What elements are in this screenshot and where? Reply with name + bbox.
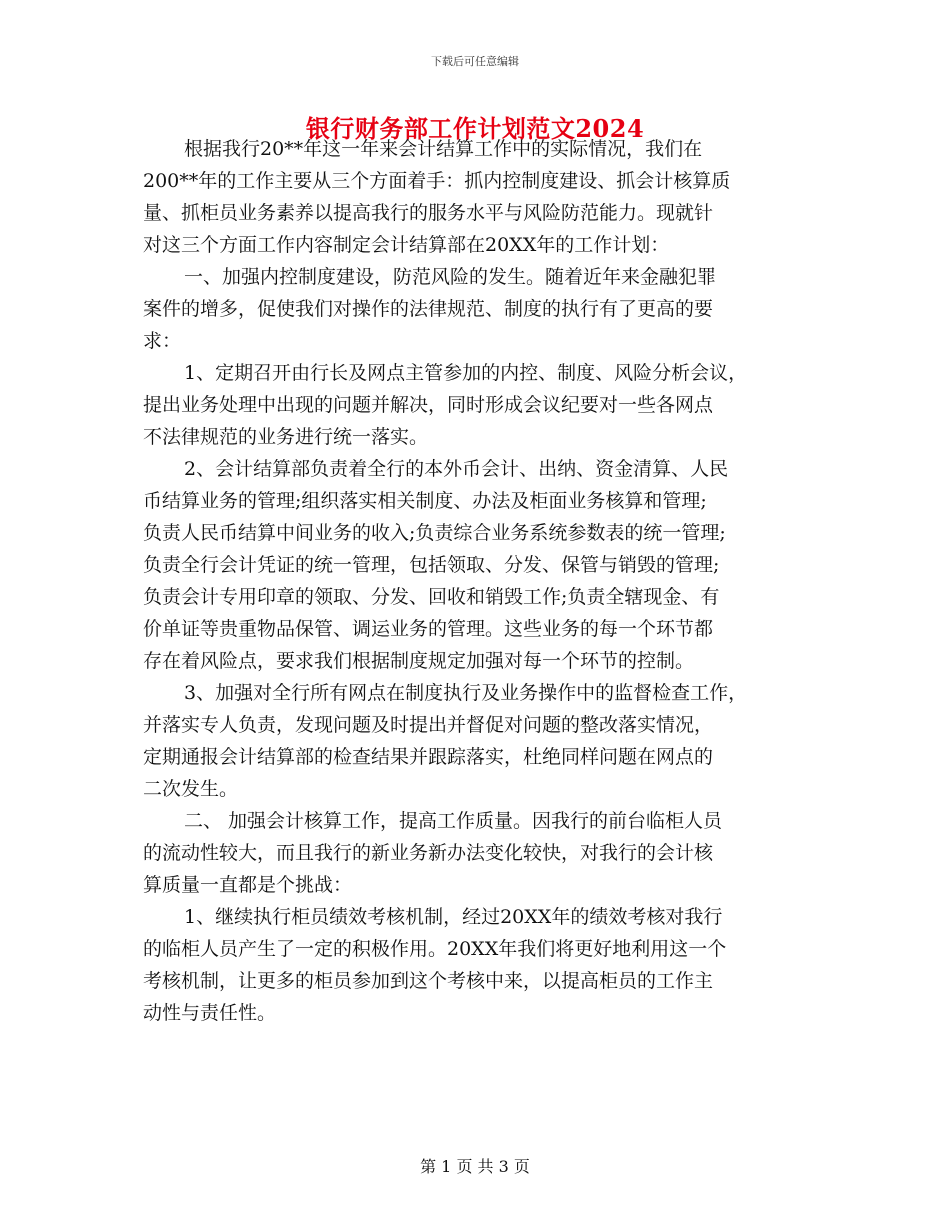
text-line: 1、继续执行柜员绩效考核机制，经过20XX年的绩效考核对我行: [184, 906, 723, 928]
text-line: 币结算业务的管理;组织落实相关制度、办法及柜面业务核算和管理;: [143, 490, 707, 512]
text-line: 案件的增多，促使我们对操作的法律规范、制度的执行有了更高的要: [143, 298, 714, 320]
text-line: 负责全行会计凭证的统一管理，包括领取、分发、保管与销毁的管理;: [143, 554, 720, 576]
text-line: 对这三个方面工作内容制定会计结算部在20XX年的工作计划：: [143, 234, 670, 256]
text-line: 不法律规范的业务进行统一落实。: [143, 426, 429, 448]
text-line: 二次发生。: [143, 778, 239, 800]
text-line: 二、 加强会计核算工作，提高工作质量。因我行的前台临柜人员: [184, 810, 723, 832]
text-line: 考核机制，让更多的柜员参加到这个考核中来，以提高柜员的工作主: [143, 970, 714, 992]
text-line: 存在着风险点，要求我们根据制度规定加强对每一个环节的控制。: [143, 650, 695, 672]
text-line: 价单证等贵重物品保管、调运业务的管理。这些业务的每一个环节都: [143, 618, 714, 640]
text-line: 负责会计专用印章的领取、分发、回收和销毁工作;负责全辖现金、有: [143, 586, 720, 608]
text-line: 提出业务处理中出现的问题并解决，同时形成会议纪要对一些各网点: [143, 394, 714, 416]
text-line: 负责人民币结算中间业务的收入;负责综合业务系统参数表的统一管理;: [143, 522, 726, 544]
text-line: 根据我行20**年这一年来会计结算工作中的实际情况，我们在: [184, 138, 703, 160]
text-line: 算质量一直都是个挑战：: [143, 874, 353, 896]
document-body: [143, 133, 823, 1029]
page-footer: 第 1 页 共 3 页: [420, 1157, 530, 1176]
text-line: 3、加强对全行所有网点在制度执行及业务操作中的监督检查工作，: [184, 682, 748, 704]
text-line: 定期通报会计结算部的检查结果并跟踪落实，杜绝同样问题在网点的: [143, 746, 714, 768]
text-line: 求：: [143, 330, 182, 352]
text-line: 2、会计结算部负责着全行的本外币会计、出纳、资金清算、人民: [184, 458, 729, 480]
text-line: 1、定期召开由行长及网点主管参加的内控、制度、风险分析会议，: [184, 362, 748, 384]
text-line: 一、加强内控制度建设，防范风险的发生。随着近年来金融犯罪: [184, 266, 717, 288]
text-line: 的临柜人员产生了一定的积极作用。20XX年我们将更好地利用这一个: [143, 938, 727, 960]
text-line: 动性与责任性。: [143, 1002, 277, 1024]
text-line: 并落实专人负责，发现问题及时提出并督促对问题的整改落实情况，: [143, 714, 714, 736]
text-line: 量、抓柜员业务素养以提高我行的服务水平与风险防范能力。现就针: [143, 202, 714, 224]
document-title: 银行财务部工作计划范文2024: [305, 114, 645, 143]
text-line: 200**年的工作主要从三个方面着手：抓内控制度建设、抓会计核算质: [143, 170, 731, 192]
header-note: 下载后可任意编辑: [431, 55, 519, 68]
text-line: 的流动性较大，而且我行的新业务新办法变化较快，对我行的会计核: [143, 842, 714, 864]
